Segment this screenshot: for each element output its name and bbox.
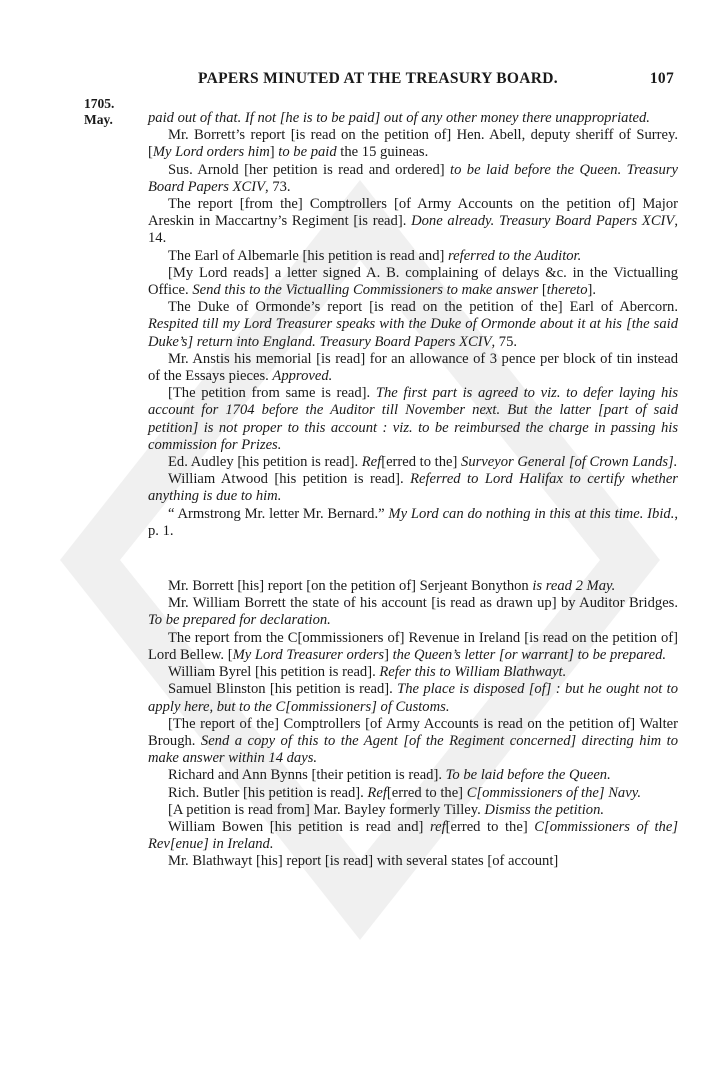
entry-paragraph: Rich. Butler [his petition is read]. Ref[erred to the] C[ommissioners of the] Navy. xyxy=(168,784,642,801)
entry-paragraph: Mr. William Borrett the state of his account [is read as drawn up] by Auditor Bridges. To be prepared for declaration. xyxy=(148,595,678,629)
entry-paragraph: Sus. Arnold [her petition is read and ordered] to be laid before the Queen. Treasury Board Papers XCIV, 73. xyxy=(148,161,678,195)
entry-paragraph: William Bowen [his petition is read and] ref[erred to the] C[ommissioners of the] Rev[enue] in Ireland. xyxy=(148,818,679,853)
entry-paragraph: The Duke of Ormonde’s report [is read on the petition of the] Earl of Abercorn. Respited till my Lord Treasurer speaks with the Duke of Ormonde about it at his [the said Duke’s] return into England. Treasury Board Papers XCIV, 75. xyxy=(148,299,678,350)
section-gap xyxy=(148,540,678,578)
entry-paragraph: paid out of that. If not [he is to be paid] out of any other money there unappropriated. xyxy=(148,110,650,126)
entry-paragraph: Ed. Audley [his petition is read]. Ref[erred to the] Surveyor General [of Crown Lands]. xyxy=(168,454,678,471)
entry-paragraph: [The report of the] Comptrollers [of Army Accounts is read on the petition of] Walter Brough. Send a copy of this to the Agent [of the Regiment concerned] directing him to make answer within 14 days. xyxy=(148,715,678,767)
entry-paragraph: William Atwood [his petition is read]. Referred to Lord Halifax to certify whether anything is due to him. xyxy=(148,471,678,505)
entry-paragraph: Richard and Ann Bynns [their petition is read]. To be laid before the Queen. xyxy=(168,767,611,784)
entry-paragraph: [The petition from same is read]. The first part is agreed to viz. to defer laying his account for 1704 before the Auditor till November next. But the latter [part of said petition] is not proper to this account : viz. to be reimbursed the charge in passing his commission for Prizes. xyxy=(148,385,679,453)
entry-paragraph: The report from the C[ommissioners of] Revenue in Ireland [is read on the petition of] Lord Bellew. [My Lord Treasurer orders] the Queen’s letter [or warrant] to be prepared. xyxy=(148,629,678,663)
entry-paragraph: William Byrel [his petition is read]. Refer this to William Blathwayt. xyxy=(168,664,567,681)
entry-paragraph: Mr. Borrett’s report [is read on the petition of] Hen. Abell, deputy sheriff of Surrey. [My Lord orders him] to be paid the 15 guineas. xyxy=(148,127,678,161)
entry-paragraph: Mr. Blathwayt [his] report [is read] with several states [of account] xyxy=(168,853,559,870)
entry-paragraph: [A petition is read from] Mar. Bayley formerly Tilley. Dismiss the petition. xyxy=(168,801,605,818)
margin-year: 1705. xyxy=(84,96,115,111)
entry-paragraph: Samuel Blinston [his petition is read]. The place is disposed [of] : but he ought not to apply here, but to the C[ommissioners] of Customs. xyxy=(148,681,678,715)
margin-month: May. xyxy=(84,112,113,127)
entry-paragraph: Mr. Borrett [his] report [on the petition of] Serjeant Bonython is read 2 May. xyxy=(168,578,616,595)
entry-paragraph: The report [from the] Comptrollers [of Army Accounts on the petition of] Major Areskin in Maccartny’s Regiment [is read]. Done already. Treasury Board Papers XCIV, 14. xyxy=(148,196,678,247)
entry-paragraph: Mr. Anstis his memorial [is read] for an allowance of 3 pence per block of tin instead of the Essays pieces. Approved. xyxy=(148,350,678,385)
page-number: 107 xyxy=(649,70,674,87)
document-body xyxy=(148,110,678,871)
entry-paragraph: [My Lord reads] a letter signed A. B. complaining of delays &c. in the Victualling Office. Send this to the Victualling Commissioners to make answer [thereto]. xyxy=(148,264,678,299)
entry-paragraph: The Earl of Albemarle [his petition is read and] referred to the Auditor. xyxy=(168,247,582,264)
running-header xyxy=(198,70,674,88)
entry-paragraph: “ Armstrong Mr. letter Mr. Bernard.” My Lord can do nothing in this at this time. Ibid., p. 1. xyxy=(148,505,678,539)
running-title: PAPERS MINUTED AT THE TREASURY BOARD. xyxy=(198,70,558,87)
